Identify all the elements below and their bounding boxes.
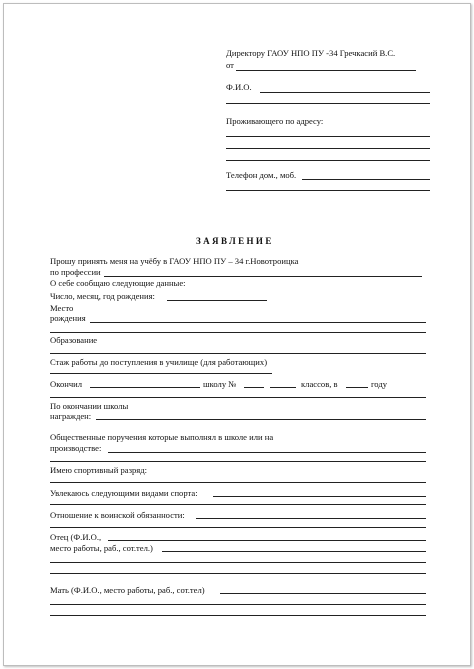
work-experience-label: Стаж работы до поступления в училище (для работающих): [50, 357, 268, 367]
father-field[interactable]: [108, 540, 426, 541]
birthplace-label-1: Место: [50, 303, 74, 313]
director-line: Директору ГАОУ НПО ПУ -34 Гречкасий В.С.: [226, 48, 396, 58]
classes-label: классов, в: [301, 379, 338, 389]
fio-field[interactable]: [260, 92, 430, 93]
school-name-field[interactable]: [90, 387, 200, 388]
year-label: году: [371, 379, 388, 389]
address-field-2[interactable]: [226, 148, 430, 149]
military-field-2[interactable]: [50, 527, 426, 528]
duties-field[interactable]: [108, 452, 426, 453]
document-page: [3, 3, 471, 666]
awards-label-1: По окончании школы: [50, 401, 129, 411]
hobby-field-2[interactable]: [50, 504, 426, 505]
request-line-1: Прошу принять меня на учёбу в ГАОУ НПО ПУ – 34 г.Новотроицка: [50, 256, 299, 266]
birthplace-field[interactable]: [90, 322, 426, 323]
birthdate-label: Число, месяц, год рождения:: [50, 291, 155, 301]
mother-field-2[interactable]: [50, 604, 426, 605]
duties-label-2: производстве:: [50, 443, 102, 453]
father-work-field[interactable]: [162, 551, 426, 552]
page-title: ЗАЯВЛЕНИЕ: [196, 236, 274, 246]
school-no-label: школу №: [203, 379, 237, 389]
duties-field-2[interactable]: [50, 461, 426, 462]
from-label: от: [226, 60, 234, 70]
class-count-field[interactable]: [270, 387, 296, 388]
military-label: Отношение к воинской обязанности:: [50, 510, 185, 520]
sport-label: Имею спортивный разряд:: [50, 465, 147, 475]
fio-label: Ф.И.О.: [226, 82, 252, 92]
mother-field[interactable]: [220, 593, 426, 594]
birthplace-label-2: рождения: [50, 313, 86, 323]
fio-field-2[interactable]: [226, 103, 430, 104]
education-label: Образование: [50, 335, 98, 345]
phone-label: Телефон дом., моб.: [226, 170, 297, 180]
birthplace-field-2[interactable]: [50, 332, 426, 333]
military-field[interactable]: [196, 518, 426, 519]
phone-field[interactable]: [302, 179, 430, 180]
address-label: Проживающего по адресу:: [226, 116, 324, 126]
father-field-4[interactable]: [50, 573, 426, 574]
awards-label-2: награжден:: [50, 411, 92, 421]
from-field[interactable]: [236, 70, 416, 71]
awards-field[interactable]: [96, 419, 426, 420]
graduated-label: Окончил: [50, 379, 83, 389]
graduation-year-field[interactable]: [346, 387, 368, 388]
hobby-field[interactable]: [213, 496, 426, 497]
school-no-field[interactable]: [244, 387, 264, 388]
profession-field[interactable]: [104, 276, 422, 277]
address-field-3[interactable]: [226, 160, 430, 161]
birthdate-field[interactable]: [167, 300, 267, 301]
duties-label-1: Общественные поручения которые выполнял в школе или на: [50, 432, 274, 442]
hobby-label: Увлекаюсь следующими видами спорта:: [50, 488, 198, 498]
phone-field-2[interactable]: [226, 190, 430, 191]
mother-label: Мать (Ф.И.О., место работы, раб., сот.тел): [50, 585, 205, 595]
sport-field[interactable]: [50, 482, 426, 483]
education-field[interactable]: [50, 353, 426, 354]
work-experience-field[interactable]: [50, 373, 272, 374]
request-line-2: по профессии: [50, 267, 101, 277]
father-field-3[interactable]: [50, 562, 426, 563]
about-label: О себе сообщаю следующие данные:: [50, 278, 186, 288]
father-label-1: Отец (Ф.И.О.,: [50, 532, 102, 542]
father-label-2: место работы, раб., сот.тел.): [50, 543, 153, 553]
separator-line-1: [50, 397, 426, 398]
address-field-1[interactable]: [226, 136, 430, 137]
mother-field-3[interactable]: [50, 615, 426, 616]
